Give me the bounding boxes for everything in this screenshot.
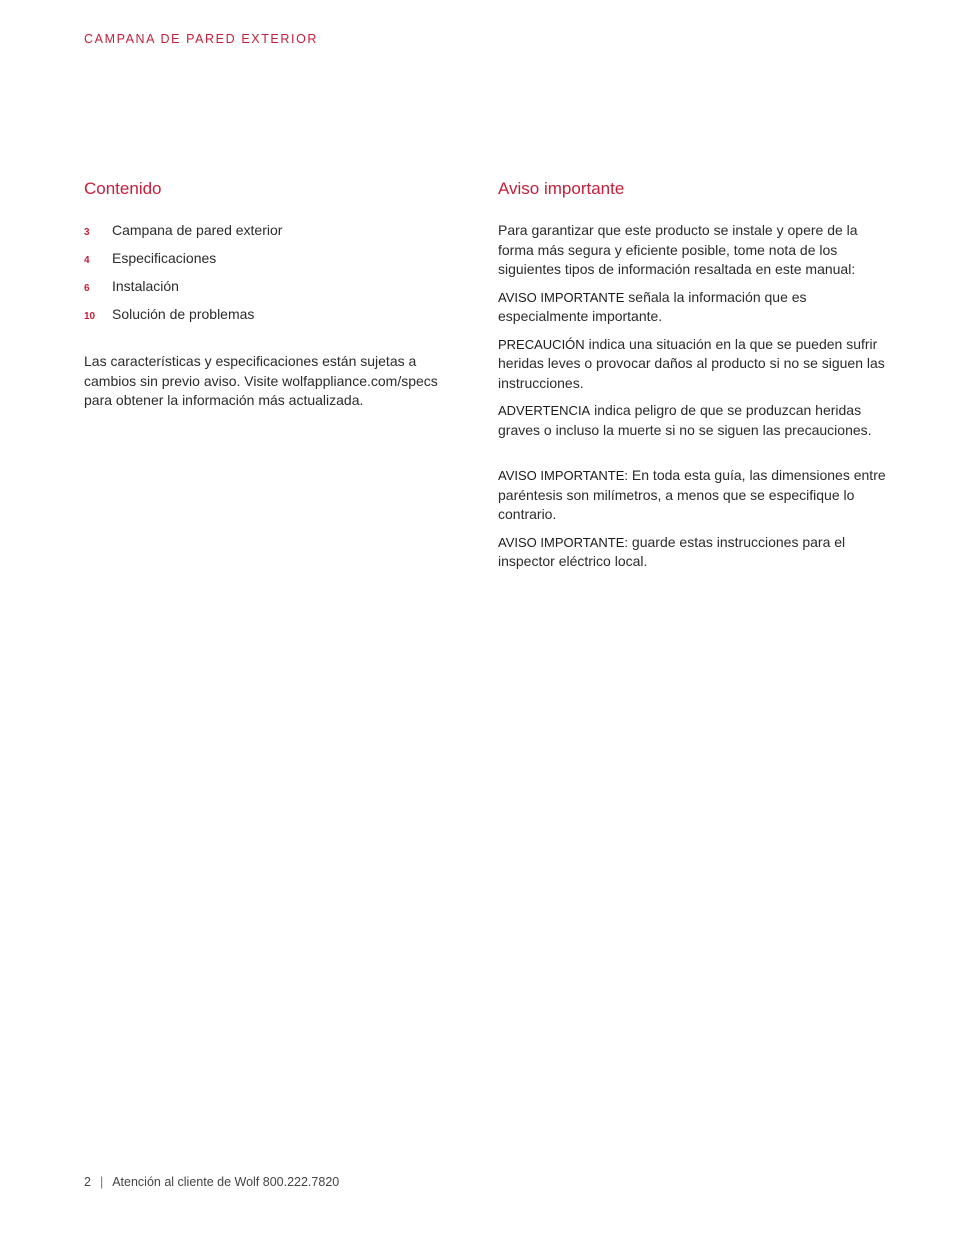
contents-item-page: 3 [84, 227, 90, 238]
customer-service-line: Atención al cliente de Wolf 800.222.7820 [112, 1175, 340, 1189]
contents-item-label: Especificaciones [112, 250, 217, 266]
note-dimensions [498, 466, 888, 525]
notice-heading: Aviso importante [498, 179, 625, 198]
note-term: AVISO IMPORTANTE: [498, 534, 629, 550]
contents-item-label: Instalación [112, 278, 179, 294]
running-title: CAMPANA DE PARED EXTERIOR [84, 32, 319, 46]
contents-item-page: 6 [84, 283, 90, 294]
contents-item-label: Solución de problemas [112, 306, 255, 322]
definition-important [498, 288, 888, 327]
definition-term: ADVERTENCIA [498, 403, 591, 418]
contents-item-label: Campana de pared exterior [112, 222, 283, 238]
footer-separator: | [99, 1175, 104, 1189]
note-text: guarde estas instrucciones para el inspector eléctrico local. [498, 533, 846, 569]
specs-change-note: Las características y especificaciones están sujetas a cambios sin previo aviso. Visite wolfappliance.com/specs para obtener la información más actualizada. [84, 353, 438, 408]
definition-text: señala la información que es especialmente importante. [498, 288, 807, 324]
definition-caution [498, 335, 888, 394]
contents-item [84, 221, 454, 249]
contents-section [84, 178, 454, 411]
note-text: En toda esta guía, las dimensiones entre paréntesis son milímetros, a menos que se especifique lo contrario. [498, 467, 886, 522]
definition-warning [498, 401, 888, 440]
notice-intro: Para garantizar que este producto se instale y opere de la forma más segura y eficiente posible, tome nota de los siguientes tipos de información resaltada en este manual: [498, 222, 858, 277]
note-term: AVISO IMPORTANTE: [498, 468, 629, 483]
important-notice-section [498, 178, 888, 580]
contents-item [84, 249, 454, 277]
definition-text: indica una situación en la que se pueden sufrir heridas leves o provocar daños al producto si no se siguen las instrucciones. [498, 335, 885, 391]
definition-term: AVISO IMPORTANTE [498, 289, 625, 305]
contents-item [84, 305, 454, 333]
contents-item-page: 10 [84, 311, 96, 322]
definition-term: PRECAUCIÓN [498, 336, 585, 352]
contents-item-page: 4 [84, 255, 90, 266]
page-footer [84, 1175, 339, 1189]
contents-heading: Contenido [84, 179, 162, 198]
contents-item [84, 277, 454, 305]
contents-list [84, 221, 454, 333]
definition-text: indica peligro de que se produzcan heridas graves o incluso la muerte si no se siguen las precauciones. [498, 402, 872, 438]
note-save-instructions [498, 533, 888, 572]
page-number: 2 [84, 1175, 91, 1189]
